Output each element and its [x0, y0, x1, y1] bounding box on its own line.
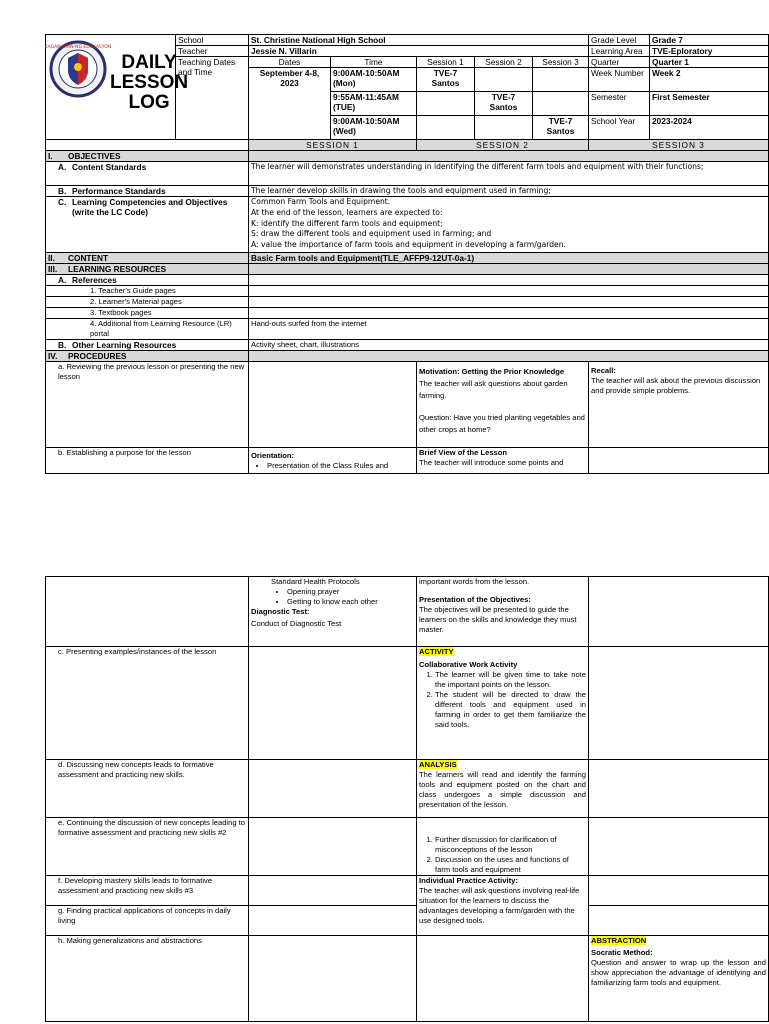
proc-fg-session-2	[417, 876, 589, 936]
item-num: B.	[58, 186, 67, 196]
activity-item: 2. The student will be directed to draw the different tools and equipment used in farming in order to get them familiarize the said tools.	[435, 690, 586, 730]
proc-d-label: d. Discussing new concepts leads to formative assessment and practicing new skills.	[46, 760, 249, 818]
resources-heading	[46, 264, 249, 275]
empty-cell	[249, 351, 769, 362]
item-num: C.	[58, 197, 67, 207]
activity-item: 1. The learner will be given time to take note the important points on the lesson.	[435, 670, 586, 690]
proc-b-session-2-cont	[417, 577, 589, 647]
collaborative-title: Collaborative Work Activity	[419, 660, 518, 669]
objectives-heading	[46, 151, 249, 162]
resources-num: III.	[48, 264, 58, 274]
sy-label: School Year	[589, 116, 650, 140]
area-label: Learning Area	[589, 46, 650, 57]
item-label: Other Learning Resources	[72, 340, 177, 350]
quarter-value: Quarter 1	[650, 57, 769, 68]
quarter-label: Quarter	[589, 57, 650, 68]
ref-item: 4. Additional from Learning Resource (LR) portal	[46, 319, 249, 340]
diagnostic-title: Diagnostic Test:	[251, 607, 310, 616]
orientation-cont: Standard Health Protocols	[271, 577, 360, 586]
orientation-item: • Getting to know each other	[287, 597, 414, 607]
lesson-table-continued	[45, 576, 769, 1022]
area-value: TVE-Eploratory	[650, 46, 769, 57]
item-label: Performance Standards	[72, 186, 166, 196]
performance-standards-label	[46, 186, 249, 197]
activity-tag: ACTIVITY	[419, 647, 454, 656]
references-label	[46, 275, 249, 286]
proc-e-session-2	[417, 818, 589, 876]
analysis-text: The learners will read and identify the farming tools and equipment posted on the chart and class undergoes a simple discussion and presentation of the lesson.	[419, 770, 586, 809]
sy-value: 2023-2024	[650, 116, 769, 140]
empty-cell	[589, 876, 769, 906]
objectives-presentation-text: The objectives will be presented to guide the learners on the skills and knowledge they must master.	[419, 605, 577, 634]
school-value: St. Christine National High School	[249, 35, 589, 46]
competency-line: At the end of the lesson, learners are expected to:	[251, 207, 443, 217]
motivation-text: The teacher will ask questions about garden farming.	[419, 379, 568, 400]
item-label: Learning Competencies and Objectives (write the LC Code)	[72, 197, 228, 217]
content-heading	[46, 253, 249, 264]
empty-cell	[249, 264, 769, 275]
orientation-item: • Opening prayer	[287, 587, 414, 597]
empty-cell	[249, 151, 769, 162]
orientation-item: • Presentation of the Class Rules and	[267, 461, 414, 471]
content-num: II.	[48, 253, 55, 263]
content-standards-label	[46, 162, 249, 186]
time-1: 9:00AM-10:50AM (Mon)	[331, 68, 417, 92]
empty-cell	[417, 116, 475, 140]
brief-view-text: The teacher will introduce some points and	[419, 458, 564, 467]
procedures-num: IV.	[48, 351, 58, 361]
other-resources-label	[46, 340, 249, 351]
session-3-class: TVE-7 Santos	[533, 116, 589, 140]
socratic-text: Question and answer to wrap up the lesson and show appreciation the advantage of identifying and familiarizing farm tools and equipment.	[591, 958, 766, 987]
title-line-1: DAILY	[121, 52, 177, 73]
ref-item: 2. Learner's Material pages	[46, 297, 249, 308]
time-3: 9:00AM-10:50AM (Wed)	[331, 116, 417, 140]
empty-cell	[589, 577, 769, 647]
proc-d-session-2	[417, 760, 589, 818]
proc-a-session-3	[589, 362, 769, 448]
empty-cell	[475, 68, 533, 92]
empty-cell	[249, 906, 417, 936]
col-dates: Dates	[249, 57, 331, 68]
seal-logo-icon	[44, 40, 112, 98]
practice-title: Individual Practice Activity:	[419, 876, 518, 885]
empty-cell	[589, 906, 769, 936]
time-2: 9:55AM-11:45AM (TUE)	[331, 92, 417, 116]
col-session-3: Session 3	[533, 57, 589, 68]
competency-line: K: identify the different farm tools and equipment;	[251, 218, 443, 228]
proc-a-session-2	[417, 362, 589, 448]
empty-cell	[589, 760, 769, 818]
empty-cell	[249, 760, 417, 818]
school-label: School	[176, 35, 249, 46]
empty-cell	[249, 818, 417, 876]
empty-cell	[589, 818, 769, 876]
procedures-label: PROCEDURES	[68, 351, 127, 361]
week-value: Week 2	[650, 68, 769, 92]
page-two	[45, 576, 768, 1022]
grade-label: Grade Level	[589, 35, 650, 46]
procedures-heading	[46, 351, 249, 362]
motivation-question: Question: Have you tried planting vegetables and other crops at home?	[419, 413, 585, 434]
competencies-label	[46, 197, 249, 253]
performance-standards-text: The learner develop skills in drawing the tools and equipment used in farming;	[249, 186, 769, 197]
empty-cell	[249, 647, 417, 760]
proc-b-session-2	[417, 448, 589, 474]
portal-text: Hand-outs surfed from the internet	[249, 319, 769, 340]
col-time: Time	[331, 57, 417, 68]
empty-cell	[249, 876, 417, 906]
semester-value: First Semester	[650, 92, 769, 116]
session-3-heading: SESSION 3	[589, 140, 769, 151]
session-1-class: TVE-7 Santos	[417, 68, 475, 92]
empty-cell	[249, 275, 769, 286]
analysis-tag: ANALYSIS	[419, 760, 457, 769]
ref-item: 1. Teacher's Guide pages	[46, 286, 249, 297]
dates-value: September 4-8, 2023	[249, 68, 331, 140]
item-num: A.	[58, 162, 67, 172]
diagnostic-text: Conduct of Diagnostic Test	[251, 619, 342, 628]
discussion-item: 1. Further discussion for clarification of misconceptions of the lesson	[435, 835, 586, 855]
semester-label: Semester	[589, 92, 650, 116]
title-line-3: LOG	[128, 92, 170, 113]
objectives-label: OBJECTIVES	[68, 151, 121, 161]
motivation-title: Motivation: Getting the Prior Knowledge	[419, 367, 565, 376]
teacher-label: Teacher	[176, 46, 249, 57]
proc-g-label: g. Finding practical applications of concepts in daily living	[46, 906, 249, 936]
resources-label: LEARNING RESOURCES	[68, 264, 167, 274]
teacher-value: Jessie N. Villarin	[249, 46, 589, 57]
empty-cell	[249, 936, 417, 1022]
practice-text: The teacher will ask questions involving real-life situation for the learners to discuss the advantages developing a farm/garden with the use designed tools.	[419, 886, 580, 925]
recall-text: The teacher will ask about the previous discussion and provide simple problems.	[591, 376, 761, 395]
session-2-class: TVE-7 Santos	[475, 92, 533, 116]
session-1-heading: SESSION 1	[249, 140, 417, 151]
proc-c-label: c. Presenting examples/instances of the lesson	[46, 647, 249, 760]
other-resources-text: Activity sheet, chart, illustrations	[249, 340, 769, 351]
empty-cell	[249, 286, 769, 297]
proc-e-label: e. Continuing the discussion of new concepts leading to formative assessment and practicing new skills #2	[46, 818, 249, 876]
proc-b-label: b. Establishing a purpose for the lesson	[46, 448, 249, 474]
proc-c-session-2	[417, 647, 589, 760]
competency-line: S: draw the different tools and equipment used in farming; and	[251, 229, 492, 239]
grade-value: Grade 7	[650, 35, 769, 46]
proc-f-label: f. Developing mastery skills leads to formative assessment and practicing new skills #3	[46, 876, 249, 906]
brief-view-cont: important words from the lesson.	[419, 577, 530, 586]
competencies-text	[249, 197, 769, 253]
empty-cell	[249, 362, 417, 448]
empty-cell	[475, 116, 533, 140]
item-num: A.	[58, 275, 67, 285]
item-label: References	[72, 275, 117, 285]
proc-b-session-1	[249, 448, 417, 474]
competency-line: Common Farm Tools and Equipment.	[251, 197, 391, 206]
proc-a-label: a. Reviewing the previous lesson or presenting the new lesson	[46, 362, 249, 448]
content-standards-text: The learner will demonstrates understanding in identifying the different farm tools and equipment with their functions;	[249, 162, 769, 186]
header-table	[45, 34, 769, 140]
col-session-2: Session 2	[475, 57, 533, 68]
title-line-2: LESSON	[110, 72, 189, 93]
logo-title-cell	[44, 35, 189, 140]
empty-cell	[417, 92, 475, 116]
content-label: CONTENT	[68, 253, 109, 263]
empty-cell	[249, 297, 769, 308]
empty-cell	[533, 68, 589, 92]
socratic-title: Socratic Method:	[591, 948, 653, 957]
ref-item: 3. Textbook pages	[46, 308, 249, 319]
session-2-heading: SESSION 2	[417, 140, 589, 151]
page-one	[45, 34, 768, 474]
objectives-presentation-title: Presentation of the Objectives:	[419, 595, 531, 604]
empty-cell	[46, 140, 249, 151]
empty-cell	[417, 936, 589, 1022]
brief-view-title: Brief View of the Lesson	[419, 448, 508, 457]
competency-line: A: value the importance of farm tools and equipment in developing a farm/garden.	[251, 240, 566, 250]
empty-cell	[533, 92, 589, 116]
col-session-1: Session 1	[417, 57, 475, 68]
proc-h-session-3	[589, 936, 769, 1022]
lesson-table	[45, 139, 769, 474]
item-label: Content Standards	[72, 162, 147, 172]
svg-text:KAGAWARAN NG EDUKASYON: KAGAWARAN NG EDUKASYON	[44, 45, 112, 50]
abstraction-tag: ABSTRACTION	[591, 936, 647, 945]
empty-cell	[589, 647, 769, 760]
empty-cell	[46, 577, 249, 647]
orientation-title: Orientation:	[251, 451, 295, 460]
tdt-label: Teaching Dates and Time	[176, 57, 249, 140]
recall-title: Recall:	[591, 366, 616, 375]
item-num: B.	[58, 340, 67, 350]
objectives-num: I.	[48, 151, 53, 161]
proc-h-label: h. Making generalizations and abstractions	[46, 936, 249, 1022]
week-label: Week Number	[589, 68, 650, 92]
discussion-item: 2. Discussion on the uses and functions of farm tools and equipment	[435, 855, 586, 875]
empty-cell	[589, 448, 769, 474]
empty-cell	[249, 308, 769, 319]
proc-b-session-1-cont	[249, 577, 417, 647]
content-text: Basic Farm tools and Equipment(TLE_AFFP9-12UT-0a-1)	[249, 253, 769, 264]
